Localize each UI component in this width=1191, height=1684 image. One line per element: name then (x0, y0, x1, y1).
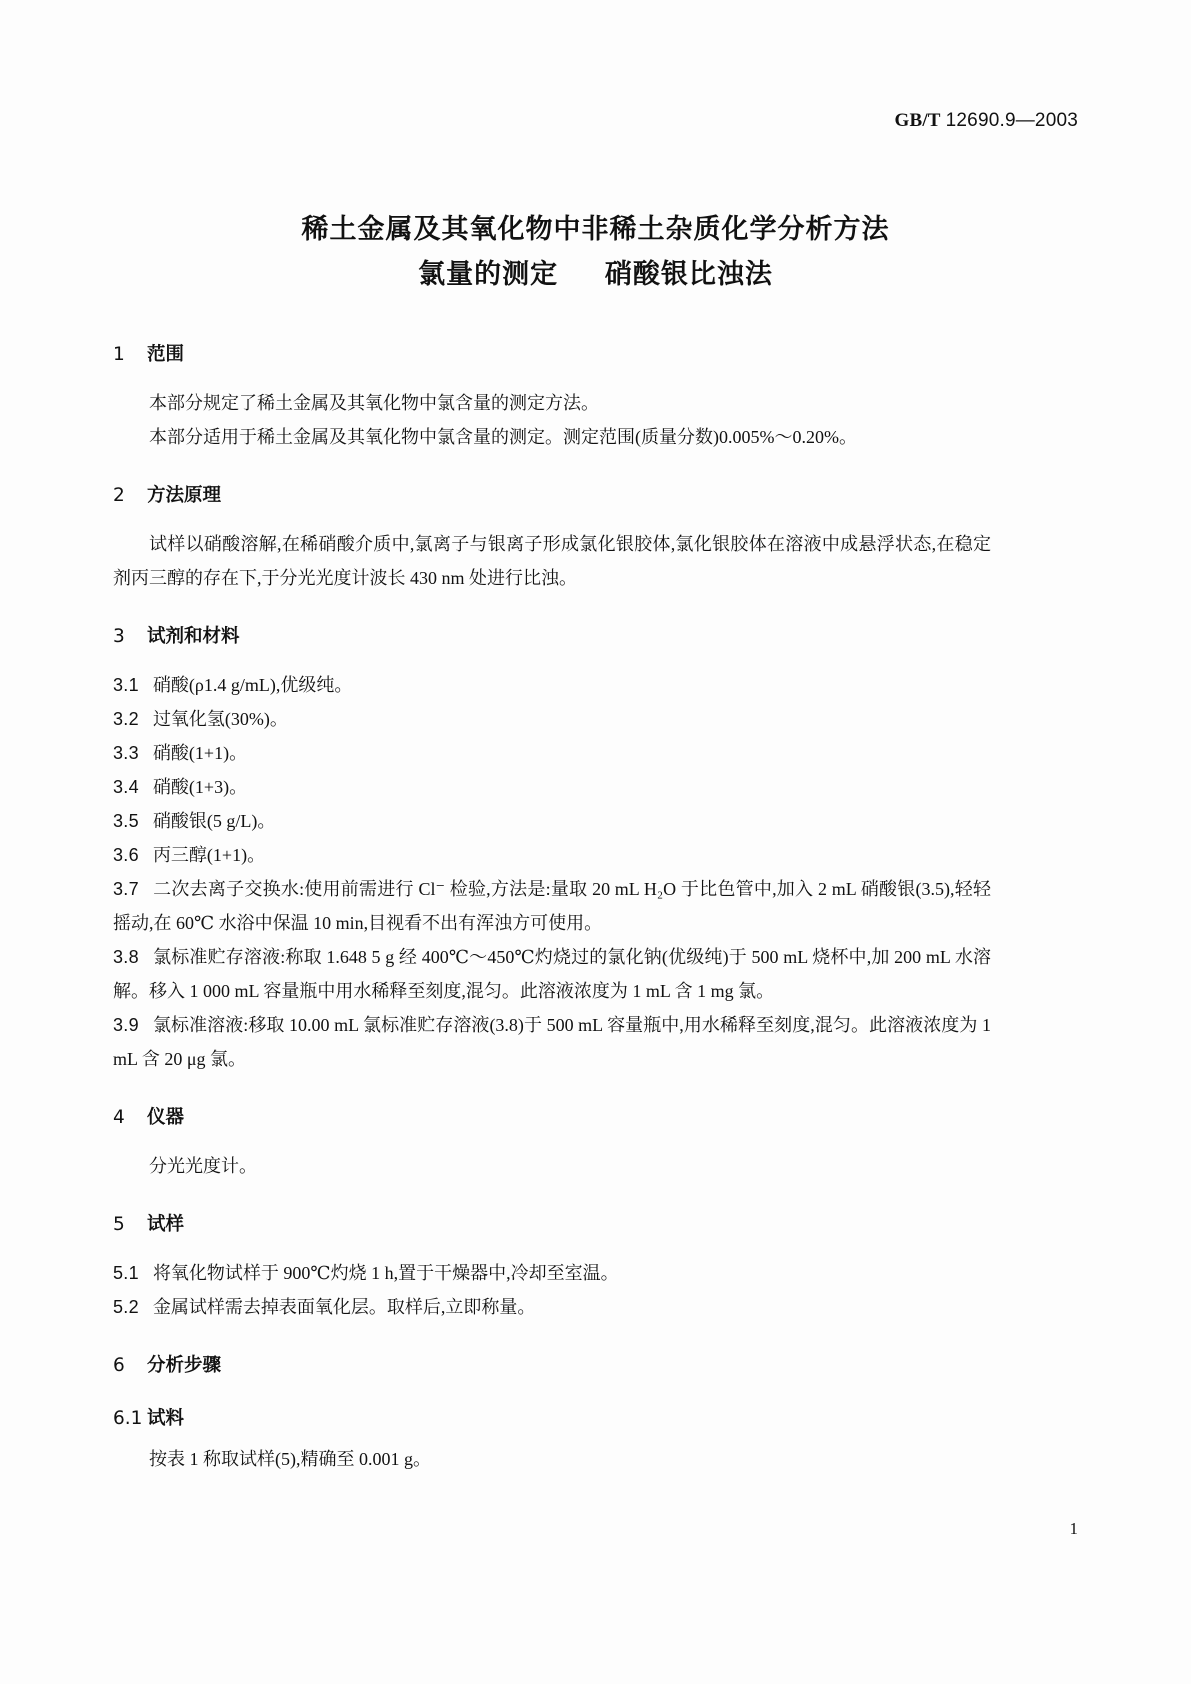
document-title-line-2-part-b: 硝酸银比浊法 (604, 259, 773, 290)
subclause-text: 氯标准贮存溶液:称取 1.648 5 g 经 400℃～450℃灼烧过的氯化钠(优级纯)于 500 mL 烧杯中,加 200 mL 水溶解。移入 1 000 mL 容量瓶中用水稀释至刻度,混匀。此溶液浓度为 1 mL 含 1 mg 氯。 (113, 947, 991, 1001)
clause-title-6-1: 试料 (147, 1408, 185, 1429)
subclause-text: 过氧化氢(30%)。 (152, 709, 288, 729)
subclause-3-1 (113, 668, 991, 702)
subclause-number: 5.1 (113, 1263, 139, 1283)
spacer (113, 1076, 991, 1103)
spacer (113, 1236, 991, 1256)
subclause-text: 丙三醇(1+1)。 (152, 845, 266, 865)
subclause-number: 3.2 (113, 709, 139, 729)
document-title (113, 207, 1078, 297)
spacer (113, 1129, 991, 1149)
clause-number-3: 3 (113, 626, 125, 647)
clause-heading-1 (113, 340, 991, 366)
subclause-number: 3.9 (113, 1015, 139, 1035)
page-folio: 1 (1069, 1519, 1078, 1538)
subclause-3-6 (113, 838, 991, 872)
subclause-number: 3.6 (113, 845, 139, 865)
clause-title-2: 方法原理 (147, 485, 222, 506)
subclause-3-8 (113, 940, 991, 1008)
clause-number-6-1: 6.1 (113, 1408, 143, 1429)
subclause-number: 3.5 (113, 811, 139, 831)
subclause-number: 3.4 (113, 777, 139, 797)
standard-prefix: GB/T (894, 110, 941, 131)
subclause-number: 3.1 (113, 675, 139, 695)
clause-title-3: 试剂和材料 (147, 626, 240, 647)
subclause-number: 3.8 (113, 947, 139, 967)
subclause-5-1 (113, 1256, 991, 1290)
clause-1-paragraph-2: 本部分适用于稀土金属及其氧化物中氯含量的测定。测定范围(质量分数)0.005%～0.20%。 (149, 427, 857, 447)
clause-number-6: 6 (113, 1355, 125, 1376)
clause-heading-2 (113, 481, 991, 507)
clause-heading-3 (113, 622, 991, 648)
document-title-line-2-part-a: 氯量的测定 (418, 259, 559, 290)
clause-1-paragraph-1: 本部分规定了稀土金属及其氧化物中氯含量的测定方法。 (149, 393, 599, 413)
subclause-text: 硝酸银(5 g/L)。 (152, 811, 276, 831)
subclause-5-2 (113, 1290, 991, 1324)
spacer (113, 1430, 991, 1442)
clause-number-2: 2 (113, 485, 125, 506)
subclause-text: 将氧化物试样于 900℃灼烧 1 h,置于干燥器中,冷却至室温。 (152, 1263, 619, 1283)
subclause-text: 二次去离子交换水:使用前需进行 Cl⁻ 检验,方法是:量取 20 mL H₂O 于比色管中,加入 2 mL 硝酸银(3.5),轻轻摇动,在 60℃ 水浴中保温 10 min,目视看不出有浑浊方可使用。 (113, 879, 991, 933)
subclause-number: 3.7 (113, 879, 139, 899)
subclause-text: 硝酸(ρ1.4 g/mL),优级纯。 (152, 675, 353, 695)
clause-title-1: 范围 (147, 344, 185, 365)
clause-heading-6-1 (113, 1404, 991, 1430)
standard-number: 12690.9—2003 (945, 110, 1078, 131)
spacer (113, 1324, 991, 1351)
clause-number-4: 4 (113, 1107, 125, 1128)
running-header (0, 110, 1078, 132)
clause-heading-6 (113, 1351, 991, 1377)
subclause-3-4 (113, 770, 991, 804)
subclause-text: 硝酸(1+1)。 (152, 743, 248, 763)
clause-number-5: 5 (113, 1214, 125, 1235)
subclause-number: 3.3 (113, 743, 139, 763)
clause-heading-4 (113, 1103, 991, 1129)
document-title-line-2 (113, 252, 1078, 297)
document-title-line-1: 稀土金属及其氧化物中非稀土杂质化学分析方法 (301, 214, 890, 245)
clause-title-4: 仪器 (147, 1107, 185, 1128)
subclause-3-7 (113, 872, 991, 940)
subclause-number: 5.2 (113, 1297, 139, 1317)
spacer (113, 595, 991, 622)
spacer (113, 366, 991, 386)
spacer (113, 454, 991, 481)
subclause-text: 金属试样需去掉表面氧化层。取样后,立即称量。 (152, 1297, 536, 1317)
clause-4-paragraph-1: 分光光度计。 (149, 1156, 257, 1176)
subclause-3-3 (113, 736, 991, 770)
clause-2-paragraph-1: 试样以硝酸溶解,在稀硝酸介质中,氯离子与银离子形成氯化银胶体,氯化银胶体在溶液中成悬浮状态,在稳定剂丙三醇的存在下,于分光光度计波长 430 nm 处进行比浊。 (113, 534, 991, 588)
clause-title-6: 分析步骤 (147, 1355, 222, 1376)
subclause-3-2 (113, 702, 991, 736)
spacer (113, 1377, 991, 1404)
document-body (113, 340, 991, 1476)
clause-number-1: 1 (113, 344, 125, 365)
clause-6-1-paragraph-1: 按表 1 称取试样(5),精确至 0.001 g。 (149, 1449, 431, 1469)
subclause-text: 硝酸(1+3)。 (152, 777, 248, 797)
spacer (113, 648, 991, 668)
clause-title-5: 试样 (147, 1214, 185, 1235)
spacer (113, 1183, 991, 1210)
subclause-3-5 (113, 804, 991, 838)
spacer (113, 507, 991, 527)
clause-heading-5 (113, 1210, 991, 1236)
subclause-3-9 (113, 1008, 991, 1076)
subclause-text: 氯标准溶液:移取 10.00 mL 氯标准贮存溶液(3.8)于 500 mL 容量瓶中,用水稀释至刻度,混匀。此溶液浓度为 1 mL 含 20 μg 氯。 (113, 1015, 991, 1069)
